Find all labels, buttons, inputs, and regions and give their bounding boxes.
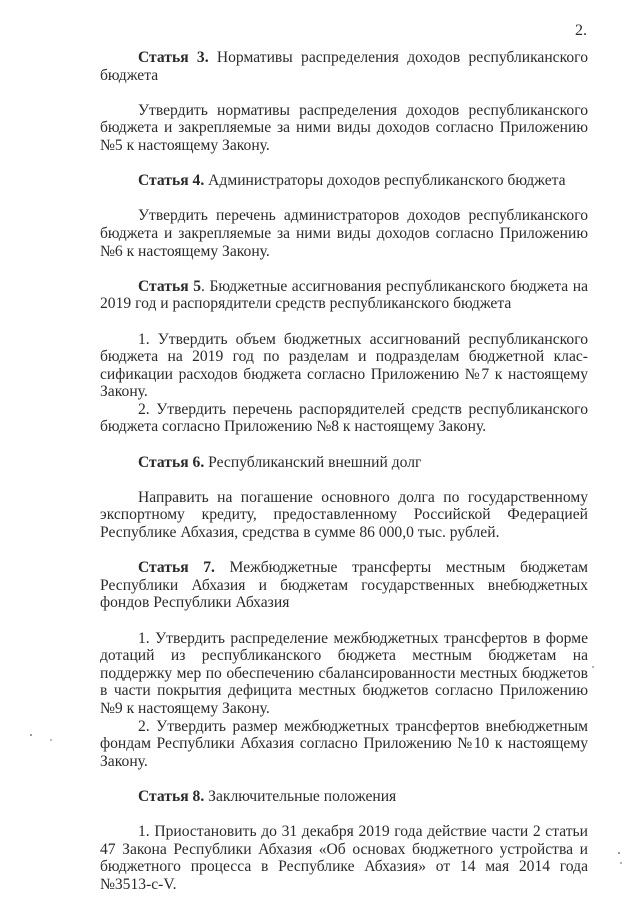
scan-speck	[620, 862, 622, 864]
article-3-paragraph-1: Утвердить нормативы распределения доходов республиканского бюджета и закрепляемые за ними виды доходов согласно Приложению №5 к настоящему Закону.	[100, 101, 588, 154]
article-6-heading	[100, 454, 588, 472]
scan-speck	[50, 739, 52, 741]
article-5-paragraph-1: 1. Утвердить объем бюджетных ассигнований республиканского бюджета на 2019 год по разделам и подразделам бюджетной классификации расходов бюджета согласно Приложению №7 к настоящему Закону.	[100, 330, 588, 401]
scan-speck	[592, 666, 594, 668]
article-4-label: Статья 4.	[138, 172, 205, 190]
scan-speck	[618, 852, 620, 854]
article-6-title: Республиканский внешний долг	[204, 453, 422, 471]
article-5-paragraph-2: 2. Утвердить перечень распорядителей средств республиканского бюджета согласно Приложению №8 к настоящему Закону.	[100, 400, 588, 436]
article-7-paragraph-1: 1. Утвердить распределение межбюджетных трансфертов в форме дотаций из республиканского бюджета местным бюджетам на поддержку мер по обеспечению сбалансированности местных бюджетов в части покрытия дефицита местных бюджетов согласно Приложению №9 к настоящему Закону.	[100, 629, 588, 717]
article-8-paragraph-1: 1. Приостановить до 31 декабря 2019 года действие части 2 статьи 47 Закона Республики Абхазия «Об основах бюджетного устройства и бюджетного процесса в Республике Абхазия» от 14 мая 2014 года №3513-с-V.	[100, 823, 588, 893]
article-5-heading	[100, 278, 588, 313]
article-4-heading	[100, 172, 588, 190]
article-8-label: Статья 8.	[138, 787, 205, 805]
article-7-label: Статья 7.	[138, 559, 215, 577]
article-6-label: Статья 6.	[138, 453, 205, 471]
article-3-title: Нормативы распределения доходов республиканского бюджета	[100, 49, 588, 84]
article-8-heading	[100, 788, 588, 806]
article-7-paragraph-2: 2. Утвердить размер межбюджетных трансфертов внебюджетным фондам Республики Абхазия согласно Приложению №10 к настоящему Закону.	[100, 717, 588, 770]
article-3-label: Статья 3.	[138, 49, 209, 66]
article-6-paragraph-1: Направить на погашение основного долга по государственному экспортному кредиту, предоставленному Российской Федерацией Республике Абхазия, средства в сумме 86 000,0 тыс. рублей.	[100, 488, 588, 542]
article-7-heading	[100, 559, 588, 612]
article-5-label: Статья 5	[138, 277, 201, 295]
page-number: 2.	[575, 22, 587, 39]
article-4-paragraph-1: Утвердить перечень администраторов доходов республиканского бюджета и закрепляемые за ними виды доходов согласно Приложению №6 к настоящему Закону.	[100, 207, 588, 260]
article-5-title: . Бюджетные ассигнования республиканского бюджета на 2019 год и распорядители средств республиканского бюджета	[100, 277, 588, 313]
article-3-heading	[100, 49, 588, 84]
article-8-title: Заключительные положения	[204, 787, 397, 805]
document-body	[100, 49, 588, 894]
scan-speck	[30, 734, 32, 736]
article-7-title: Межбюджетные трансферты местным бюджетам Республики Абхазия и бюджетам государственных внебюджетных фондов Республики Абхазия	[100, 559, 588, 612]
article-4-title: Администраторы доходов республиканского бюджета	[204, 172, 566, 190]
